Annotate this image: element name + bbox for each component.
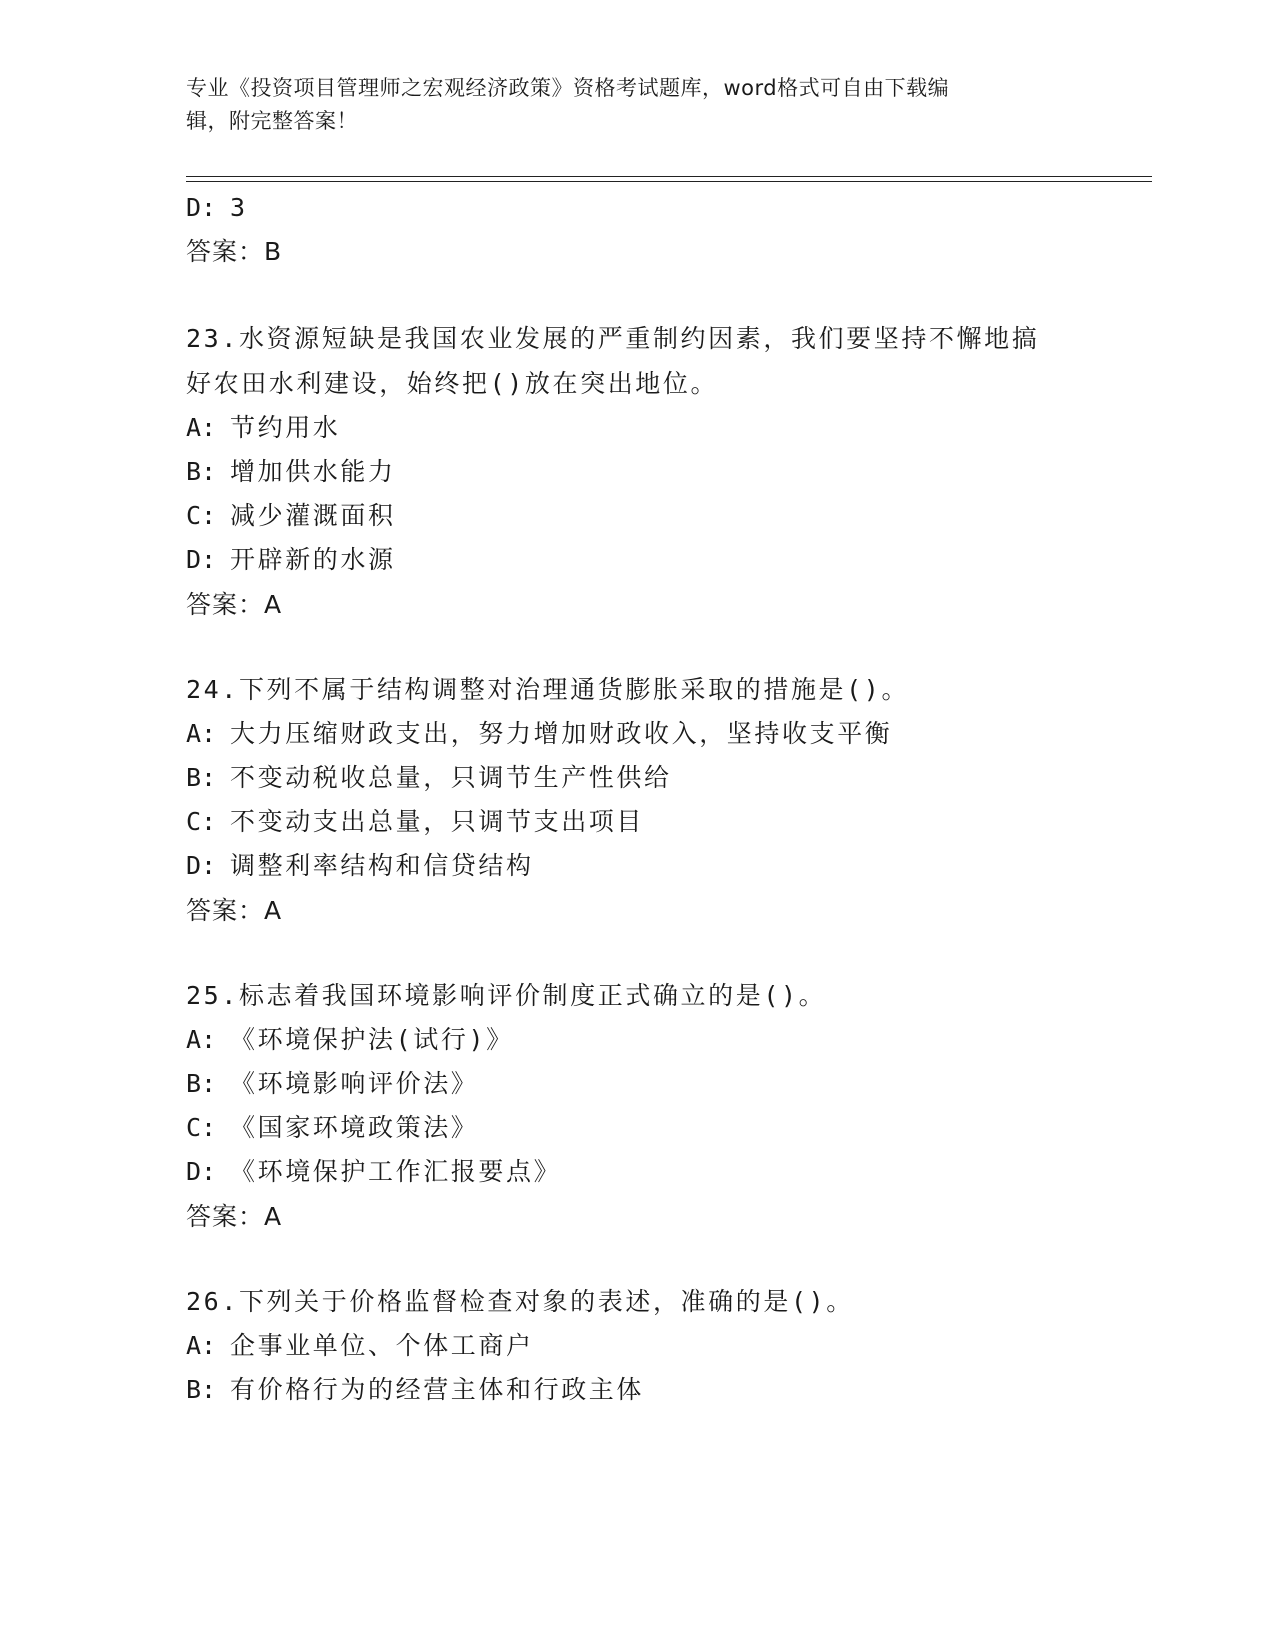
question-23-answer: 答案：A xyxy=(186,590,283,619)
question-23-option-d xyxy=(186,545,396,575)
option-text: 《环境保护工作汇报要点》 xyxy=(230,1157,562,1186)
question-23-option-a xyxy=(186,413,340,443)
option-text: 减少灌溉面积 xyxy=(230,501,396,530)
option-text: 增加供水能力 xyxy=(230,457,396,486)
stem-line: 23.水资源短缺是我国农业发展的严重制约因素，我们要坚持不懈地搞 xyxy=(186,324,1040,353)
option-label: A: xyxy=(186,1025,217,1054)
header-line-2: 辑，附完整答案！ xyxy=(186,109,358,133)
option-text: 节约用水 xyxy=(230,413,341,442)
option-text: 有价格行为的经营主体和行政主体 xyxy=(230,1375,645,1404)
option-label: B: xyxy=(186,763,217,792)
option-text: 调整利率结构和信贷结构 xyxy=(230,851,534,880)
question-24-option-c xyxy=(186,807,644,837)
option-label: B: xyxy=(186,1069,217,1098)
question-25-answer: 答案：A xyxy=(186,1202,283,1231)
option-text: 开辟新的水源 xyxy=(230,545,396,574)
header-divider-top xyxy=(186,176,1152,177)
question-24-stem: 24.下列不属于结构调整对治理通货膨胀采取的措施是()。 xyxy=(186,675,910,704)
question-24-answer: 答案：A xyxy=(186,896,283,925)
option-text: 3 xyxy=(230,193,248,222)
option-label: D: xyxy=(186,1157,217,1186)
question-24-option-d xyxy=(186,851,534,881)
option-text: 不变动支出总量，只调节支出项目 xyxy=(230,807,645,836)
option-text: 《环境保护法(试行)》 xyxy=(230,1025,514,1054)
option-label: C: xyxy=(186,807,217,836)
question-25-stem: 25.标志着我国环境影响评价制度正式确立的是()。 xyxy=(186,981,827,1010)
question-23-option-c xyxy=(186,501,396,531)
question-23-option-b xyxy=(186,457,396,487)
option-label: C: xyxy=(186,501,217,530)
option-label: A: xyxy=(186,719,217,748)
option-label: D: xyxy=(186,851,217,880)
option-label: C: xyxy=(186,1113,217,1142)
question-26-option-b xyxy=(186,1375,644,1405)
option-text: 不变动税收总量，只调节生产性供给 xyxy=(230,763,672,792)
option-text: 大力压缩财政支出，努力增加财政收入，坚持收支平衡 xyxy=(230,719,893,748)
stem-line: 好农田水利建设，始终把()放在突出地位。 xyxy=(186,369,719,398)
header-line-1: 专业《投资项目管理师之宏观经济政策》资格考试题库，word格式可自由下载编 xyxy=(186,76,950,100)
option-text: 《环境影响评价法》 xyxy=(230,1069,479,1098)
option-label: D: xyxy=(186,545,217,574)
question-23-stem xyxy=(186,316,1066,406)
answer: 答案：B xyxy=(186,237,283,266)
option-label: A: xyxy=(186,413,217,442)
question-25-option-c xyxy=(186,1113,478,1143)
question-25-option-d xyxy=(186,1157,561,1187)
option-label: B: xyxy=(186,1375,217,1404)
question-26-option-a xyxy=(186,1331,534,1361)
option-label: B: xyxy=(186,457,217,486)
question-24-option-b xyxy=(186,763,672,793)
question-24-option-a xyxy=(186,719,892,749)
question-26-stem: 26.下列关于价格监督检查对象的表述，准确的是()。 xyxy=(186,1287,854,1316)
option-d xyxy=(186,193,248,223)
header-divider-bottom xyxy=(186,181,1152,182)
question-25-option-a xyxy=(186,1025,514,1055)
question-25-option-b xyxy=(186,1069,478,1099)
option-label: A: xyxy=(186,1331,217,1360)
option-text: 《国家环境政策法》 xyxy=(230,1113,479,1142)
option-label: D: xyxy=(186,193,217,222)
document-header xyxy=(186,72,1086,138)
option-text: 企事业单位、个体工商户 xyxy=(230,1331,534,1360)
